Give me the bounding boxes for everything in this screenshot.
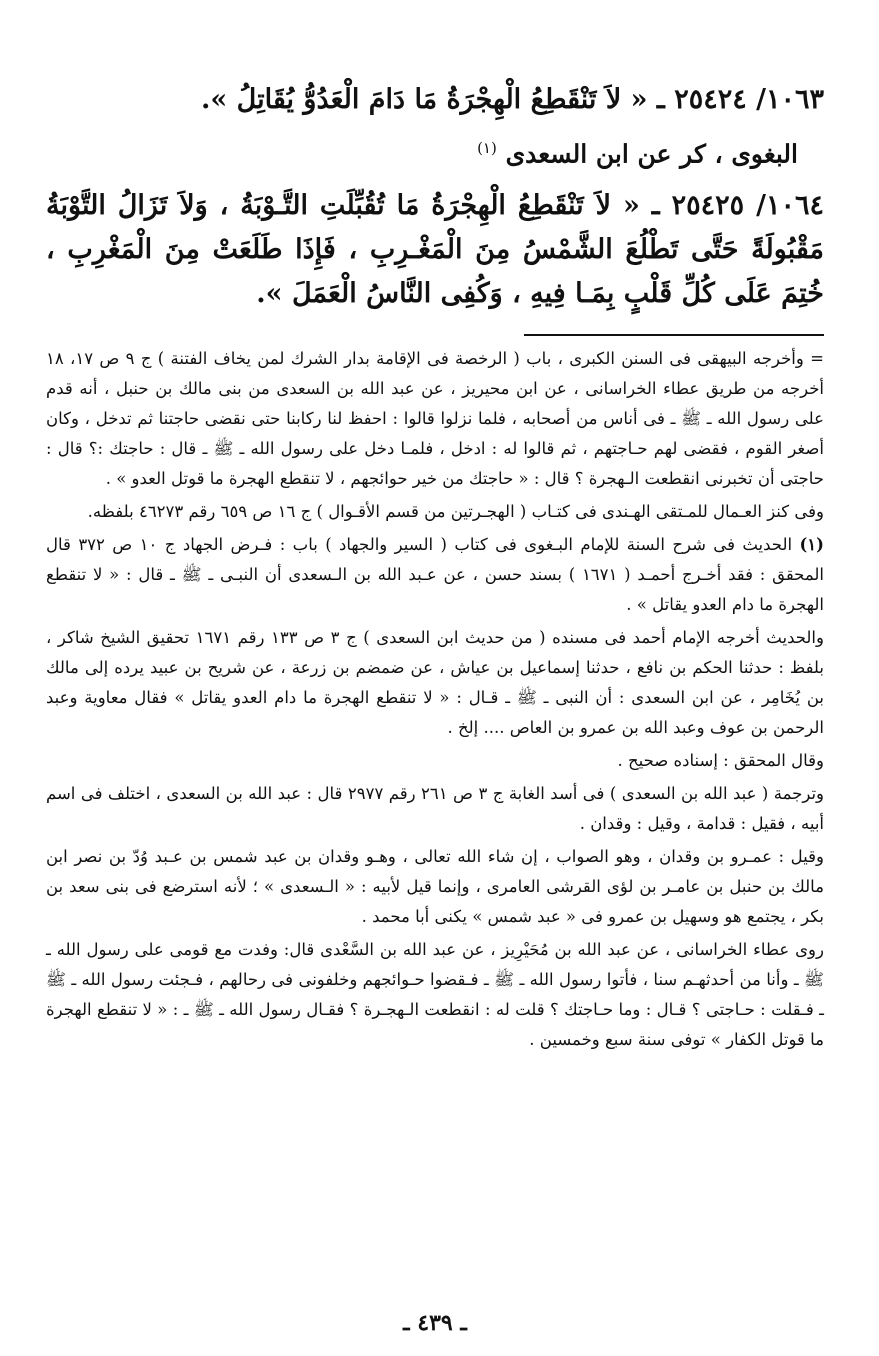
footnote-narration: روى عطاء الخراسانى ، عن عبد الله بن مُحَيْرِيز ، عن عبد الله بن السَّعْدى قال: وفدت مع قومى على رسول الله ـ ﷺ ـ وأنا من أحدثهـم سنا ، فأتوا رسول الله ـ ﷺ ـ فـقضوا حـوائجهم وخلفونى فى رحالهم ، فـجئت رسول الله ـ ﷺ ـ فـقلت : حـاجتى ؟ قـال : وما حـاجتك ؟ قلت له : انقطعت الـهجـرة ؟ فقـال رسول الله ـ ﷺ ـ : « لا تنقطع الهجرة ما قوتل الكفار » توفى سنة سبع وخمسين . (46, 940, 824, 1050)
footnote-reference-1: (١) (477, 139, 497, 157)
footnote-ahmad-reference: والحديث أخرجه الإمام أحمد فى مسنده ( من حديث ابن السعدى ) ج ٣ ص ١٣٣ رقم ١٦٧١ تحقيق الشيخ شاكر ، بلفظ : حدثنا الحكم بن نافع ، حدثنا إسماعيل بن عياش ، عن ضمضم بن زرعة ، عن شريح بن عبيد يرده إلى مالك بن يُخَامِر ، عن ابن السعدى : أن النبى ـ ﷺ ـ قـال : « لا تنقطع الهجرة ما دام العدو يقاتل » فقال معاوية وعبد الرحمن بن عوف وعبد الله بن عمرو بن العاص .... إلخ . (46, 628, 824, 738)
footnote-kanz-reference: وفى كنز العـمال للمـتقى الهـندى فى كتـاب ( الهجـرتين من قسم الأقـوال ) ج ١٦ ص ٦٥٩ رقم ٤٦٢٧٣ بلفظه. (87, 502, 824, 522)
footnote-lineage: وقيل : عمـرو بن وقدان ، وهو الصواب ، إن شاء الله تعالى ، وهـو وقدان بن عبد شمس بن عـبد وُدّ بن نصر ابن مالك بن حنبل بن عامـر بن لؤى القرشى العامرى ، وإنما قيل لأبيه : « الـسعدى » ؛ لأنه استرضع فى بنى سعد بن بكر ، يجتمع هو وسهيل بن عمرو فى « عبد شمس » يكنى أبا محمد . (46, 847, 824, 927)
footnotes (46, 344, 824, 1055)
footnote-1 (46, 530, 824, 620)
footnote-number: (١) (799, 535, 824, 555)
main-text (46, 78, 824, 316)
footnote-continuation: = وأخرجه البيهقى فى السنن الكبرى ، باب ( الرخصة فى الإقامة بدار الشرك لمن يخاف الفتنة ) ج ٩ ص ١٧، ١٨ أخرجه من طريق عطاء الخراسانى ، عن ابن محيريز ، عن عبد الله بن السعدى من بنى مالك بن حنبل ، أنه قدم على رسول الله ـ ﷺ ـ فى أناس من أصحابه ، فلما نزلوا قالوا : احفظ لنا ركابنا حتى نقضى حاجتنا ثم تدخل ، وكان أصغر القوم ، فقضى لهم حـاجتهم ، ثم قالوا له : ادخل ، فلمـا دخل على رسول الله ـ ﷺ ـ قال : حاجتك :؟ قال : حاجتى أن تخبرنى انقطعت الـهجرة ؟ قال : « حاجتك من خير حوائجهم ، لا تنقطع الهجرة ما قوتل العدو » . (46, 349, 824, 489)
book-page (46, 78, 824, 1338)
hadith-1063: ١٠٦٣/ ٢٥٤٢٤ ـ « لاَ تَنْقَطِعُ الْهِجْرَةُ مَا دَامَ الْعَدُوُّ يُقَاتِلُ ». (201, 84, 824, 115)
footnote-verifier-note: وقال المحقق : إسناده صحيح . (617, 751, 824, 771)
footnote-1-text: الحديث فى شرح السنة للإمام البـغوى فى كتاب ( السير والجهاد ) باب : فـرض الجهاد ج ١٠ ص ٣٧٢ قال المحقق : فقد أخـرج أحمـد ( ١٦٧١ ) بسند حسن ، عن عـبد الله بن الـسعدى أن النبـى ـ ﷺ ـ قال : « لا تنقطع الهجرة ما دام العدو يقاتل » . (46, 535, 824, 615)
footnote-biography: وترجمة ( عبد الله بن السعدى ) فى أسد الغابة ج ٣ ص ٢٦١ رقم ٢٩٧٧ قال : عبد الله بن السعدى ، اختلف فى اسم أبيه ، فقيل : قدامة ، وقيل : وقدان . (46, 784, 825, 834)
footnote-separator (524, 334, 824, 336)
source-text: البغوى ، كر عن ابن السعدى (505, 139, 798, 169)
page-number: ـ ٤٣٩ ـ (403, 1310, 467, 1336)
hadith-1064: ١٠٦٤/ ٢٥٤٢٥ ـ « لاَ تَنْقَطِعُ الْهِجْرَةُ مَا تُقُبِّلَتِ التَّـوْبَةُ ، وَلاَ تَزَالُ التَّوْبَةُ مَقْبُولَةً حَتَّى تَطْلُعَ الشَّمْسُ مِنَ الْمَغْـرِبِ ، فَإِذَا طَلَعَتْ مِنَ الْمَغْرِبِ ، خُتِمَ عَلَى كُلِّ قَلْبٍ بِمَـا فِيهِ ، وَكُفِى النَّاسُ الْعَمَلَ ». (46, 190, 824, 310)
hadith-1063-source (46, 128, 798, 174)
